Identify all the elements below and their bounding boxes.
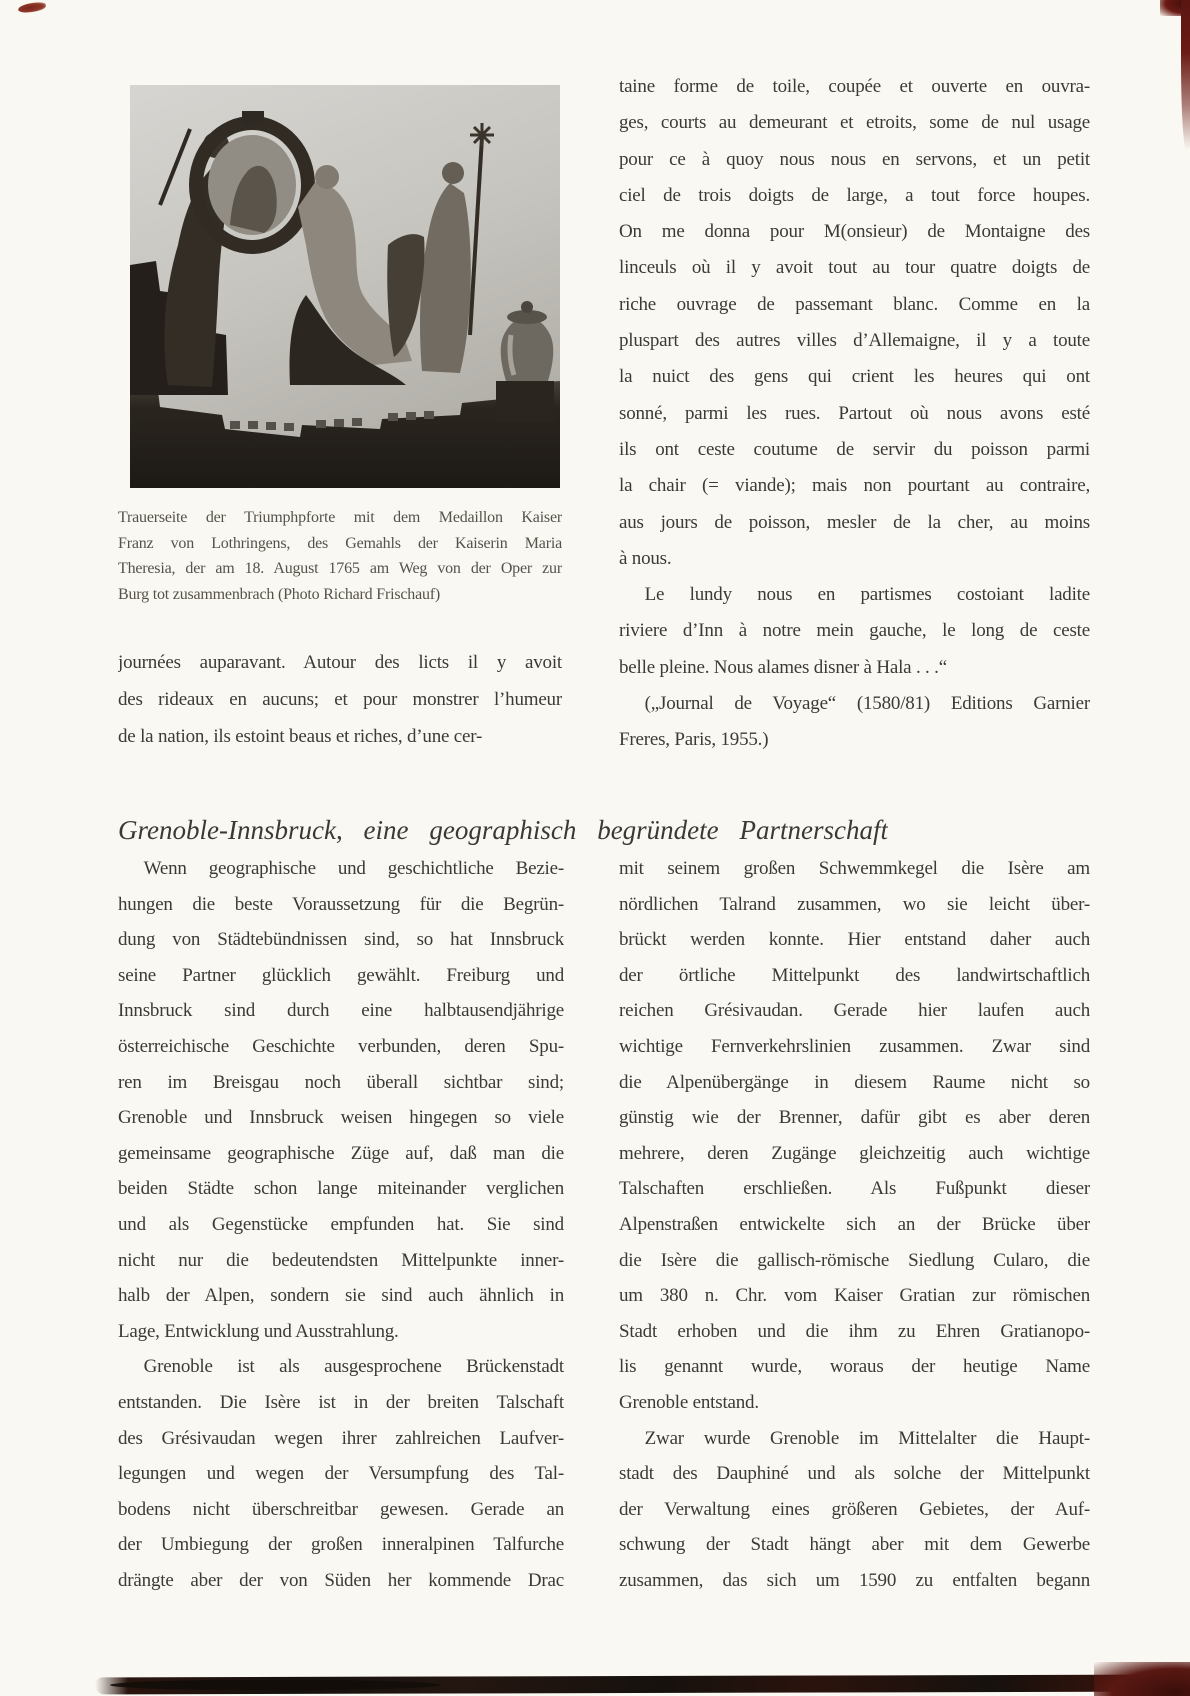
text-line: Franz von Lothringens, des Gemahls der Kaiserin Maria [118, 534, 562, 552]
german-article-left-column [118, 851, 564, 1598]
text-line: der Umbiegung der großen inneralpinen Talfurche [118, 1534, 564, 1556]
text-line: der örtliche Mittelpunkt des landwirtschaftlich [619, 964, 1090, 986]
text-line: journées auparavant. Autour des licts il y avoit [118, 652, 562, 673]
photo-medallion-crown [242, 111, 264, 125]
text-line: brückt werden konnte. Hier entstand daher auch [619, 929, 1090, 951]
text-line: die Isère die gallisch-römische Siedlung Cularo, die [619, 1249, 1090, 1271]
photo-caption [118, 505, 562, 607]
text-line: la nuict des gens qui crient les heures qui ont [619, 366, 1090, 388]
text-line: bodens nicht überschreitbar gewesen. Gerade an [118, 1498, 564, 1520]
text-line: der Verwaltung eines größeren Gebietes, der Auf- [619, 1498, 1090, 1520]
text-line: mit seinem großen Schwemmkegel die Isère am [619, 858, 1090, 879]
text-line: seine Partner glücklich gewählt. Freiburg und [118, 964, 564, 986]
photo-urn-pedestal [496, 381, 554, 421]
text-line: nicht nur die bedeutendsten Mittelpunkte inner- [118, 1249, 564, 1271]
text-line: nördlichen Talrand zusammen, wo sie leicht über- [619, 893, 1090, 915]
text-line: gemeinsame geographische Züge auf, daß man die [118, 1142, 564, 1164]
text-line: günstig wie der Brenner, dafür gibt es aber deren [619, 1107, 1090, 1129]
text-line: und als Gegenstücke empfunden hat. Sie sind [118, 1213, 564, 1235]
text-line: um 380 n. Chr. vom Kaiser Gratian zur römischen [619, 1285, 1090, 1307]
text-line: ges, courts au demeurant et etroits, some de nul usage [619, 112, 1090, 134]
text-line: Wenn geographische und geschichtliche Bezie- [143, 858, 564, 879]
text-line: sonné, parmi les rues. Partout où nous avons esté [619, 402, 1090, 424]
scan-artifact-bottom-right [1094, 1662, 1190, 1696]
text-line: ren im Breisgau noch überall sichtbar sind; [118, 1071, 564, 1093]
text-line: entstanden. Die Isère ist in der breiten Talschaft [118, 1391, 564, 1413]
text-line: riche ouvrage de passemant blanc. Comme en la [619, 293, 1090, 315]
scan-artifact-top-right-streak [1181, 0, 1190, 150]
text-line: schwung der Stadt hängt aber mit dem Gewerbe [619, 1534, 1090, 1556]
text-line: Theresia, der am 18. August 1765 am Weg von der Oper zur [118, 560, 562, 577]
photo-figure-right-head [442, 162, 464, 184]
text-line: zusammen, das sich um 1590 zu entfalten begann [619, 1569, 1090, 1591]
text-line: pour ce à quoy nous nous en servons, et un petit [619, 148, 1090, 170]
text-line: drängte aber der von Süden her kommende Drac [118, 1569, 564, 1591]
text-line: On me donna pour M(onsieur) de Montaigne des [619, 221, 1090, 243]
french-article-left-column [118, 644, 562, 755]
text-line: dung von Städtebündnissen sind, so hat Innsbruck [118, 929, 564, 951]
text-line: Talschaften erschließen. Als Fußpunkt dieser [619, 1178, 1090, 1200]
text-line: stadt des Dauphiné und als solche der Mittelpunkt [619, 1463, 1090, 1485]
text-line: hungen die beste Voraussetzung für die Begrün- [118, 893, 564, 915]
text-line: Grenoble entstand. [619, 1391, 759, 1413]
text-line: pluspart des autres villes d’Allemaigne, il y a toute [619, 330, 1090, 352]
text-line: aus jours de poisson, mesler de la cher, au moins [619, 511, 1090, 533]
scan-artifact-top-left [18, 1, 47, 14]
text-line: die Alpenübergänge in diesem Raume nicht so [619, 1071, 1090, 1093]
text-line: ciel de trois doigts de large, a tout force houpes. [619, 184, 1090, 206]
photo-triumphpforte [130, 85, 560, 488]
text-line: Alpenstraßen entwickelte sich an der Brücke über [619, 1213, 1090, 1235]
text-line: Burg tot zusammenbrach (Photo Richard Frischauf) [118, 585, 441, 603]
german-article-right-column [619, 851, 1090, 1598]
text-line: Grenoble ist als ausgesprochene Brückenstadt [143, 1356, 564, 1378]
text-line: Grenoble und Innsbruck weisen hingegen so viele [118, 1107, 564, 1129]
text-line: beiden Städte schon lange miteinander verglichen [118, 1178, 564, 1200]
text-line: de la nation, ils estoint beaus et riches, d’une cer- [118, 726, 483, 747]
text-line: taine forme de toile, coupée et ouverte en ouvra- [619, 76, 1090, 97]
text-line: („Journal de Voyage“ (1580/81) Editions Garnier [644, 693, 1090, 715]
text-line: reichen Grésivaudan. Gerade hier laufen auch [619, 1000, 1090, 1022]
photo-figure-center-head [315, 165, 339, 189]
text-line: riviere d’Inn à notre mein gauche, le long de ceste [619, 620, 1090, 642]
text-line: la chair (= viande); mais non pourtant au contraire, [619, 475, 1090, 497]
text-line: mehrere, deren Zugänge gleichzeitig auch wichtige [619, 1142, 1090, 1164]
text-line: halb der Alpen, sondern sie sind auch ähnlich in [118, 1285, 564, 1307]
text-line: ils ont ceste coutume de servir du poisson parmi [619, 438, 1090, 460]
photo-illustration [130, 85, 560, 488]
text-line: Zwar wurde Grenoble im Mittelalter die Haupt- [644, 1427, 1090, 1449]
text-line: Lage, Entwicklung und Ausstrahlung. [118, 1320, 399, 1342]
text-line: Le lundy nous en partismes costoiant ladite [644, 584, 1090, 606]
text-line: lis genannt wurde, woraus der heutige Name [619, 1356, 1090, 1378]
text-line: wichtige Fernverkehrslinien zusammen. Zwar sind [619, 1035, 1090, 1057]
text-line: österreichische Geschichte verbunden, deren Spu- [118, 1035, 564, 1057]
text-line: Stadt erhoben und die ihm zu Ehren Gratianopo- [619, 1320, 1090, 1342]
text-line: linceuls où il y avoit tout au tour quatre doigts de [619, 257, 1090, 279]
text-line: belle pleine. Nous alames disner à Hala . . .“ [619, 656, 947, 678]
section-heading: Grenoble-Innsbruck, eine geographisch begründete Partnerschaft [118, 815, 888, 846]
text-line: Trauerseite der Triumphpforte mit dem Medaillon Kaiser [118, 509, 562, 526]
french-article-right-column [619, 69, 1090, 759]
text-line: legungen und wegen der Versumpfung des Tal- [118, 1463, 564, 1485]
text-line: des Grésivaudan wegen ihrer zahlreichen Laufver- [118, 1427, 564, 1449]
text-line: à nous. [619, 547, 672, 569]
photo-urn-knob [521, 301, 533, 313]
text-line: des rideaux en aucuns; et pour monstrer l’humeur [118, 689, 562, 710]
text-line: Innsbruck sind durch eine halbtausendjährige [118, 1000, 564, 1022]
scan-artifact-bottom-band-thick [110, 1680, 440, 1690]
text-line: Freres, Paris, 1955.) [619, 729, 769, 751]
